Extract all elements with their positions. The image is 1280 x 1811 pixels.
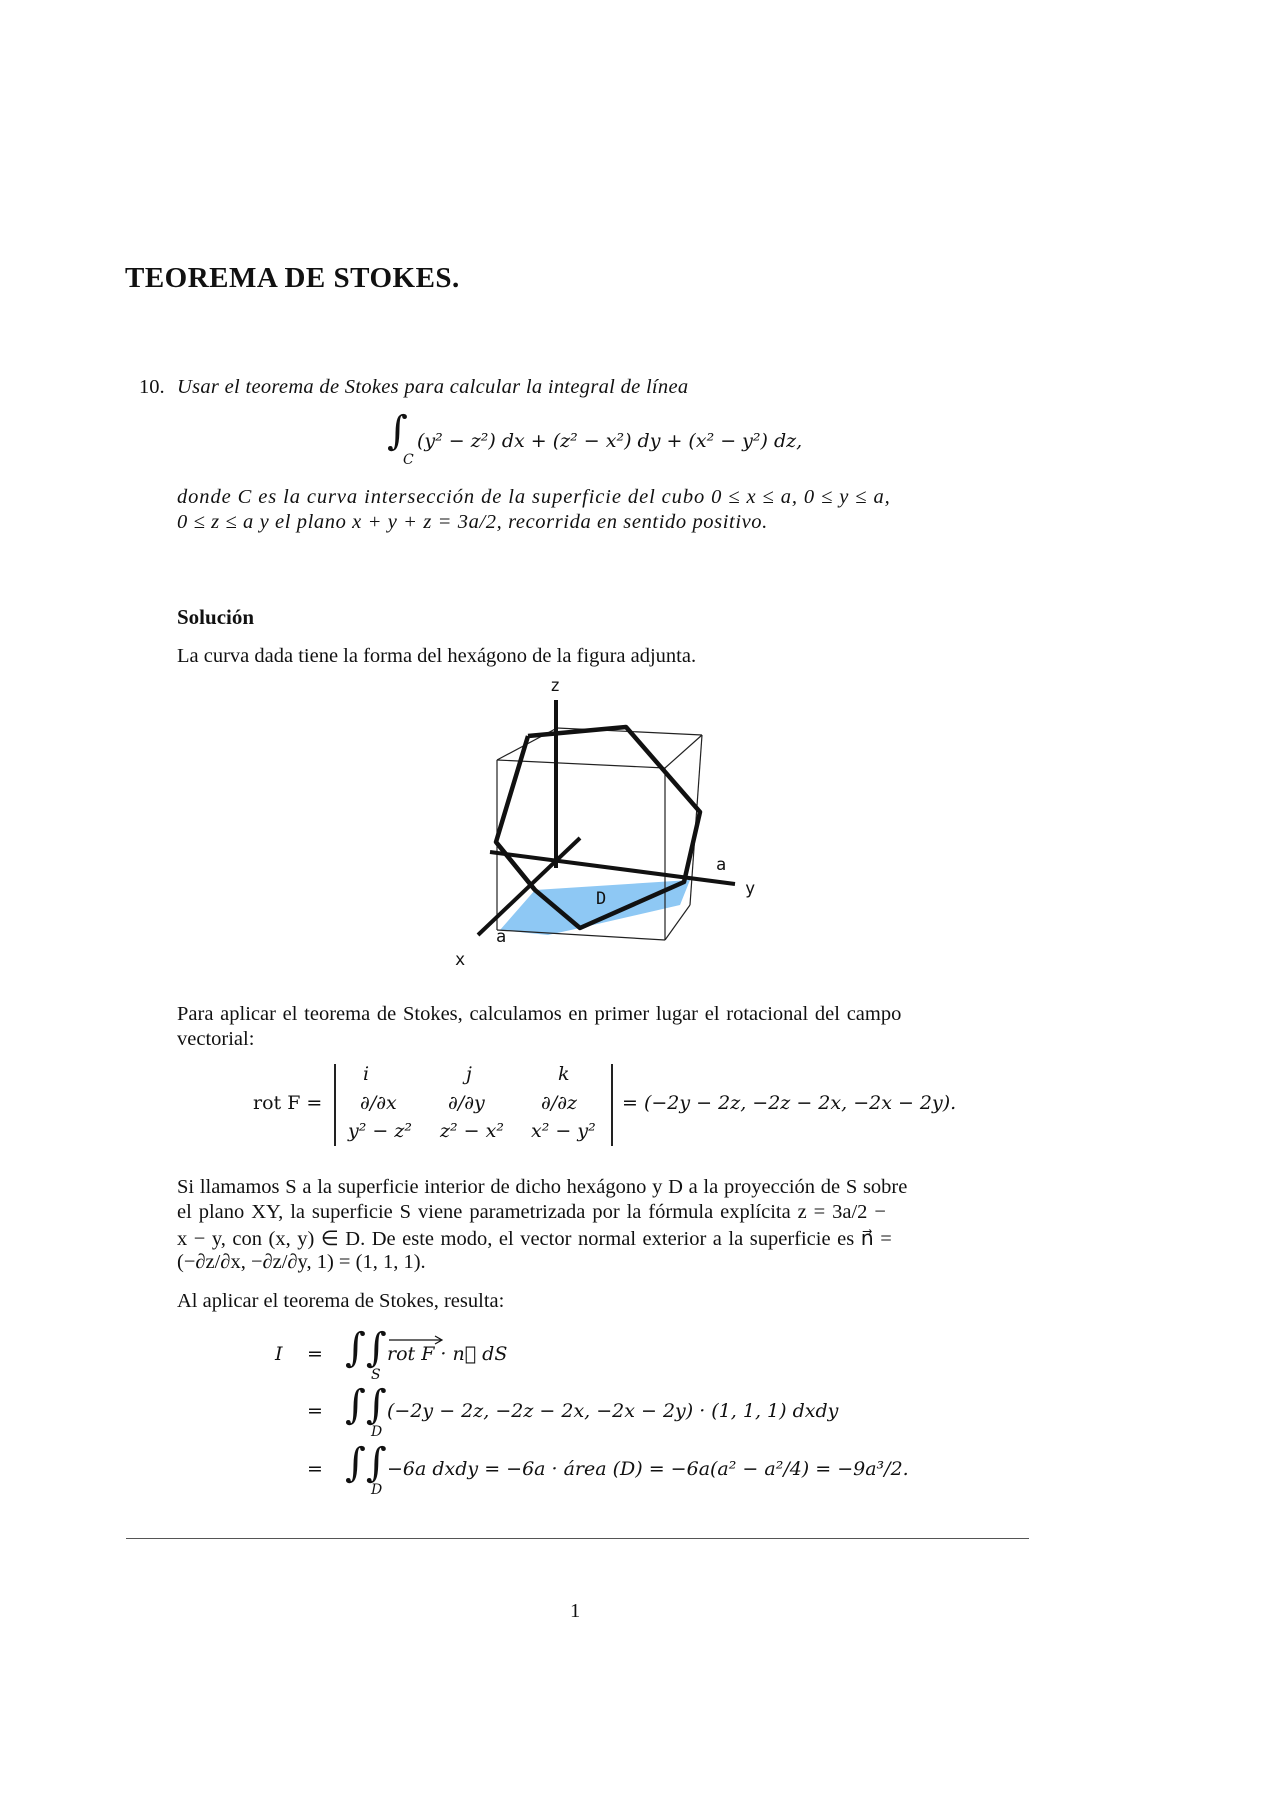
eq1-expression: rot F · n⃗ dS <box>387 1343 508 1365</box>
rot-lhs: rot F = <box>253 1092 323 1114</box>
solution-heading: Solución <box>177 605 255 629</box>
page-number: 1 <box>570 1600 581 1622</box>
section-divider <box>126 1538 1029 1539</box>
page-title: TEOREMA DE STOKES. <box>125 262 460 294</box>
det-cell-r3c2: z² − x² <box>440 1120 504 1142</box>
curl-overarrow <box>389 1335 445 1345</box>
hexagon-figure <box>445 675 765 975</box>
integral-expression: (y² − z²) dx + (z² − x²) dy + (x² − y²) dz, <box>417 430 803 452</box>
det-cell-r2c2: ∂/∂y <box>448 1092 485 1114</box>
label-a-x: a <box>496 927 507 947</box>
det-cell-r1c1: i <box>363 1063 370 1085</box>
det-cell-r2c1: ∂/∂x <box>360 1092 397 1114</box>
double-integral-sign: ∫∫ <box>345 1382 387 1428</box>
rot-rhs: = (−2y − 2z, −2z − 2x, −2x − 2y). <box>622 1092 957 1114</box>
det-cell-r3c1: y² − z² <box>348 1120 412 1142</box>
para2-line2: el plano XY, la superficie S viene parametrizada por la fórmula explícita z = 3a/2 − <box>177 1201 886 1223</box>
eq1-equals: = <box>307 1343 323 1365</box>
eq2-subscript: D <box>371 1424 383 1440</box>
problem-statement: Usar el teorema de Stokes para calcular la integral de línea <box>177 376 689 398</box>
eq2 <box>345 1382 865 1442</box>
eq3-equals: = <box>307 1458 323 1480</box>
eq3 <box>345 1440 965 1500</box>
integral-sign: ∫ <box>387 408 408 454</box>
para2-line1: Si llamamos S a la superficie interior de dicho hexágono y D a la proyección de S sobre <box>177 1176 908 1198</box>
eq1 <box>345 1325 545 1385</box>
double-integral-sign: ∫∫ <box>345 1440 387 1486</box>
det-cell-r3c3: x² − y² <box>531 1120 596 1142</box>
determinant-left-bar <box>334 1064 336 1146</box>
problem-line-1: donde C es la curva intersección de la superficie del cubo 0 ≤ x ≤ a, 0 ≤ y ≤ a, <box>177 486 891 508</box>
eq2-equals: = <box>307 1400 323 1422</box>
det-cell-r1c3: k <box>558 1063 570 1085</box>
solution-intro: La curva dada tiene la forma del hexágono de la figura adjunta. <box>177 645 697 667</box>
axis-label-z: z <box>550 676 561 696</box>
axis-label-y: y <box>745 879 756 899</box>
eq1-subscript: S <box>371 1367 381 1383</box>
problem-line-2: 0 ≤ z ≤ a y el plano x + y + z = 3a/2, recorrida en sentido positivo. <box>177 511 768 533</box>
eq2-expression: (−2y − 2z, −2z − 2x, −2x − 2y) · (1, 1, 1) dxdy <box>387 1400 839 1422</box>
det-cell-r2c3: ∂/∂z <box>541 1092 578 1114</box>
integral-subscript: C <box>403 452 414 468</box>
para2-line3: x − y, con (x, y) ∈ D. De este modo, el vector normal exterior a la superficie es n⃗ = <box>177 1228 892 1250</box>
double-integral-sign: ∫∫ <box>345 1325 387 1371</box>
label-a-y: a <box>716 855 727 875</box>
det-cell-r1c2: j <box>466 1063 472 1085</box>
eq-lhs: I <box>275 1343 283 1365</box>
eq3-expression: −6a dxdy = −6a · área (D) = −6a(a² − a²/4) = −9a³/2. <box>387 1458 909 1480</box>
label-region-d: D <box>596 889 607 909</box>
determinant-right-bar <box>611 1064 613 1146</box>
para3: Al aplicar el teorema de Stokes, resulta: <box>177 1290 505 1312</box>
para1-line2: vectorial: <box>177 1028 255 1050</box>
para1-line1: Para aplicar el teorema de Stokes, calculamos en primer lugar el rotacional del campo <box>177 1003 902 1025</box>
eq3-subscript: D <box>371 1482 383 1498</box>
problem-number: 10. <box>139 376 165 398</box>
para2-line4: (−∂z/∂x, −∂z/∂y, 1) = (1, 1, 1). <box>177 1251 426 1273</box>
axis-label-x: x <box>455 950 466 970</box>
